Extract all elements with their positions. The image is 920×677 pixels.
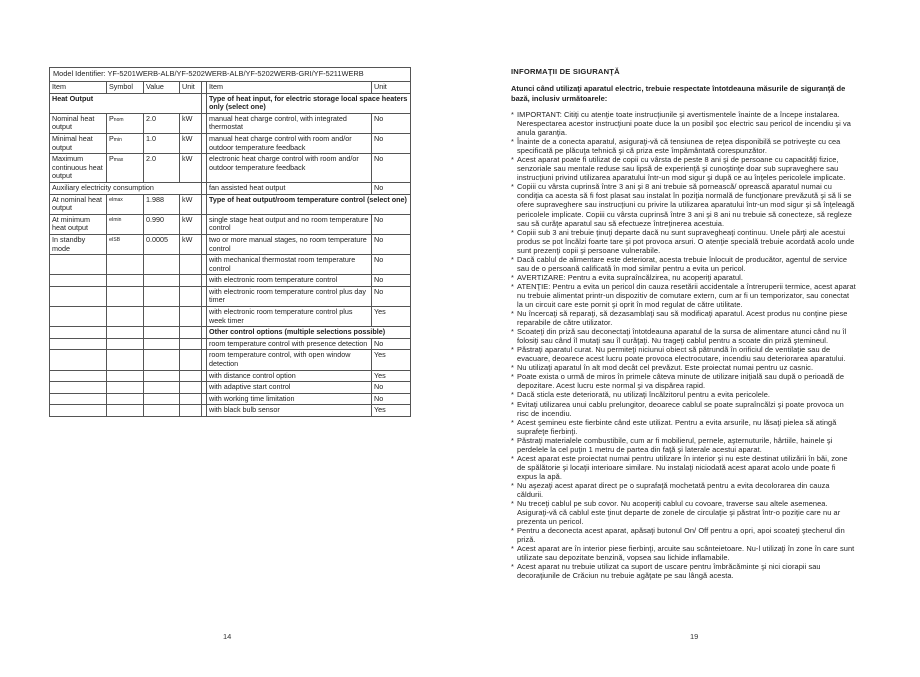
- row-item: Maximum continuous heat output: [50, 154, 107, 183]
- row-symbol: [107, 113, 144, 133]
- list-item: [511, 282, 857, 309]
- row-item-2: electronic heat charge control with room and/or outdoor temperature feedback: [207, 154, 372, 183]
- bullet-asterisk: *: [511, 372, 514, 382]
- symbol-subscript: min: [113, 216, 122, 223]
- list-item-text: Înainte de a conecta aparatul, asiguraţi-vă că tensiunea de reţea disponibilă se potriveşte cu cea specificată pe plăcuţa tehnică şi că priza este împământată corespunzător.: [517, 137, 841, 156]
- empty-cell: [180, 382, 202, 394]
- list-item-text: Păstraţi aparatul curat. Nu permiteţi niciunui obiect să pătrundă în orificiul de ventilaţie sau de evacuare, deoarece acest lucru poate provoca electrocutare, incendiu sau deteriorarea aparatului.: [517, 345, 846, 364]
- table-row: [50, 382, 411, 394]
- empty-cell: [144, 382, 180, 394]
- list-item: [511, 400, 857, 418]
- row-item-2: with electronic room temperature control: [207, 275, 372, 287]
- table-row: [50, 194, 411, 214]
- list-item: [511, 481, 857, 499]
- table-row: [50, 275, 411, 287]
- empty-cell: [180, 405, 202, 417]
- bullet-asterisk: *: [511, 399, 514, 409]
- list-item: [511, 273, 857, 282]
- empty-cell: [107, 382, 144, 394]
- col-header-item: Item: [50, 81, 107, 93]
- type-heat-output-heading: Type of heat output/room temperature control (select one): [207, 194, 411, 214]
- table-row: [50, 286, 411, 306]
- list-item: [511, 363, 857, 372]
- row-unit: kW: [180, 113, 202, 133]
- symbol-subscript: SB: [113, 236, 121, 243]
- row-unit-2: Yes: [372, 307, 411, 327]
- bullet-asterisk: *: [511, 345, 514, 355]
- empty-cell: [180, 370, 202, 382]
- list-item-text: AVERTIZARE: Pentru a evita supraîncălzirea, nu acoperiţi aparatul.: [517, 272, 744, 282]
- list-item-text: Scoateţi din priză sau deconectaţi întotdeauna aparatul de la sursa de alimentare atunci când nu îl folosiţi sau când îl mutaţi sau îl curăţaţi. Nu trageţi cablul pentru a scoate din priză ştemineul.: [517, 327, 847, 346]
- list-item: [511, 544, 857, 562]
- empty-cell: [180, 350, 202, 370]
- row-item-2: single stage heat output and no room temperature control: [207, 214, 372, 234]
- bullet-asterisk: *: [511, 155, 514, 165]
- row-symbol: [107, 133, 144, 153]
- bullet-asterisk: *: [511, 254, 514, 264]
- list-item-text: Evitaţi utilizarea unui cablu prelungitor, deoarece cablul se poate supraîncălzi şi poate provoca un risc de incendiu.: [517, 399, 844, 418]
- row-value: 2.0: [144, 154, 180, 183]
- row-unit-2: No: [372, 214, 411, 234]
- empty-cell: [50, 275, 107, 287]
- empty-cell: [144, 405, 180, 417]
- empty-cell: [50, 382, 107, 394]
- row-value: 1.988: [144, 194, 180, 214]
- other-control-options-heading: Other control options (multiple selections possible): [207, 327, 411, 339]
- row-unit: kW: [180, 194, 202, 214]
- list-item-text: Dacă sticla este deteriorată, nu utilizaţi încălzitorul pentru a evita pericolele.: [517, 390, 771, 400]
- bullet-asterisk: *: [511, 137, 514, 147]
- row-value: 0.990: [144, 214, 180, 234]
- row-item: Nominal heat output: [50, 113, 107, 133]
- empty-cell: [50, 370, 107, 382]
- fan-assisted-value: No: [372, 182, 411, 194]
- list-item-text: Poate exista o urmă de miros în primele câteva minute de utilizare iniţială sau după o perioadă de depozitare. Acest lucru este normal şi va dispărea rapid.: [517, 372, 845, 391]
- row-unit-2: No: [372, 234, 411, 254]
- bullet-asterisk: *: [511, 390, 514, 400]
- empty-cell: [144, 307, 180, 327]
- bullet-asterisk: *: [511, 363, 514, 373]
- empty-cell: [180, 393, 202, 405]
- table-row: [50, 370, 411, 382]
- table-row: [50, 113, 411, 133]
- row-item-2: room temperature control, with open window detection: [207, 350, 372, 370]
- row-value: 1.0: [144, 133, 180, 153]
- symbol-main: el: [109, 236, 114, 243]
- list-item-text: Nu încercaţi să reparaţi, să dezasamblaţi sau să modificaţi aparatul. Acest produs nu conţine piese reparabile de către utilizator.: [517, 309, 848, 328]
- bullet-asterisk: *: [511, 435, 514, 445]
- table-row: [50, 350, 411, 370]
- bullet-asterisk: *: [511, 309, 514, 319]
- list-item: [511, 372, 857, 390]
- list-item: [511, 345, 857, 363]
- row-item-2: manual heat charge control with room and/or outdoor temperature feedback: [207, 133, 372, 153]
- table-row: [50, 405, 411, 417]
- empty-cell: [107, 327, 144, 339]
- bullet-asterisk: *: [511, 327, 514, 337]
- row-unit: kW: [180, 214, 202, 234]
- row-item: At nominal heat output: [50, 194, 107, 214]
- bullet-asterisk: *: [511, 562, 514, 572]
- heat-output-label: Heat Output: [50, 93, 202, 113]
- row-unit-2: No: [372, 113, 411, 133]
- bullet-asterisk: *: [511, 544, 514, 554]
- list-item-text: Acest aparat nu trebuie utilizat ca suport de uscare pentru îmbrăcăminte şi nici ciorapii sau decoraţiunile de Crăciun nu trebuie agăţate pe sau lângă acesta.: [517, 562, 821, 581]
- row-item-2: with working time limitation: [207, 393, 372, 405]
- row-item: In standby mode: [50, 234, 107, 254]
- page-number-right: 19: [690, 632, 699, 641]
- list-item: [511, 309, 857, 327]
- row-item-2: with electronic room temperature control plus week timer: [207, 307, 372, 327]
- list-item-text: ATENŢIE: Pentru a evita un pericol din cauza resetării accidentale a întreruperii termice, acest aparat nu trebuie alimentat printr-un dispozitiv de comutare extern, cum ar fi un temporizator, sau conectat la un circuit care este pornit şi oprit în mod regulat de către utilitate.: [517, 281, 856, 309]
- row-value: 2.0: [144, 113, 180, 133]
- row-unit-2: Yes: [372, 350, 411, 370]
- symbol-main: P: [109, 154, 114, 164]
- empty-cell: [180, 327, 202, 339]
- row-item-2: room temperature control with presence detection: [207, 338, 372, 350]
- row-item-2: with adaptive start control: [207, 382, 372, 394]
- table-row: [50, 234, 411, 254]
- col-header-value: Value: [144, 81, 180, 93]
- empty-cell: [180, 338, 202, 350]
- empty-cell: [107, 370, 144, 382]
- list-item: [511, 327, 857, 345]
- table-row: [50, 214, 411, 234]
- row-unit-2: No: [372, 286, 411, 306]
- empty-cell: [144, 286, 180, 306]
- table-row: [50, 255, 411, 275]
- row-unit-2: No: [372, 133, 411, 153]
- table-row: [50, 133, 411, 153]
- empty-cell: [144, 370, 180, 382]
- row-item: Minimal heat output: [50, 133, 107, 153]
- empty-cell: [144, 350, 180, 370]
- list-item-text: Nu treceţi cablul pe sub covor. Nu acoperiţi cablul cu covoare, traverse sau altele asemenea. Asiguraţi-vă că cablul este ţinut departe de zonele de circulaţie şi păstrat într-o poziţie care nu ar prezenta un pericol.: [517, 499, 841, 527]
- col-header-unit-2: Unit: [372, 81, 411, 93]
- list-item: [511, 228, 857, 255]
- empty-cell: [180, 286, 202, 306]
- row-symbol: [107, 194, 144, 214]
- symbol-subscript: max: [113, 196, 123, 203]
- empty-cell: [50, 307, 107, 327]
- empty-cell: [107, 350, 144, 370]
- list-item: [511, 436, 857, 454]
- list-item-text: Acest aparat poate fi utilizat de copii cu vârsta de peste 8 ani şi de persoane cu capacităţi fizice, senzoriale sau mentale reduse sau lipsă de experienţă şi cunoştinţe doar sub supraveghere sau instrucţiuni privind utilizarea aparatului într-un mod sigur şi după ce au înţeles pericolele implicate.: [517, 155, 846, 183]
- empty-cell: [50, 405, 107, 417]
- row-unit-2: No: [372, 275, 411, 287]
- row-unit: kW: [180, 154, 202, 183]
- list-item: [511, 182, 857, 227]
- list-item: [511, 499, 857, 526]
- table-row: [50, 338, 411, 350]
- symbol-subscript: max: [113, 157, 124, 164]
- empty-cell: [50, 255, 107, 275]
- row-item-2: manual heat charge control, with integrated thermostat: [207, 113, 372, 133]
- row-item-2: with distance control option: [207, 370, 372, 382]
- row-symbol: [107, 214, 144, 234]
- aux-electricity-label: Auxiliary electricity consumption: [50, 182, 202, 194]
- table-row: [50, 307, 411, 327]
- list-item-text: Acest aparat are în interior piese fierbinţi, arcuite sau scânteietoare. Nu-l utilizaţi în zone în care sunt utilizate sau depozitate benzină, vopsea sau lichide inflamabile.: [517, 544, 855, 563]
- list-item: [511, 155, 857, 182]
- row-symbol: [107, 234, 144, 254]
- list-item-text: Dacă cablul de alimentare este deteriorat, acesta trebuie înlocuit de producător, agentul de service sau de o persoană calificată în mod similar pentru a evita un pericol.: [517, 254, 848, 273]
- row-item: At minimum heat output: [50, 214, 107, 234]
- list-item-text: Nu aşezaţi acest aparat direct pe o suprafaţă mochetată pentru a evita decolorarea din cauza căldurii.: [517, 480, 830, 499]
- row-unit-2: No: [372, 393, 411, 405]
- bullet-asterisk: *: [511, 480, 514, 490]
- empty-cell: [180, 307, 202, 327]
- list-item-text: IMPORTANT: Citiţi cu atenţie toate instrucţiunile şi avertismentele înainte de a începe instalarea. Nerespectarea acestor instrucţiuni poate duce la un posibil şoc electric sau pericol de incendiu şi va anula garanţia.: [517, 110, 851, 138]
- empty-cell: [144, 338, 180, 350]
- symbol-subscript: nom: [113, 116, 124, 123]
- empty-cell: [144, 393, 180, 405]
- row-value: 0.0005: [144, 234, 180, 254]
- bullet-asterisk: *: [511, 110, 514, 119]
- fan-assisted-label: fan assisted heat output: [207, 182, 372, 194]
- empty-cell: [107, 405, 144, 417]
- list-item-text: Nu utilizaţi aparatul în alt mod decât cel prevăzut. Este proiectat numai pentru uz casnic.: [517, 363, 814, 373]
- table-row: [50, 154, 411, 183]
- type-heat-input-heading: Type of heat input, for electric storage local space heaters only (select one): [207, 93, 411, 113]
- model-identifier: Model Identifier: YF-5201WERB-ALB/YF-5202WERB-ALB/YF-5202WERB-GRI/YF-5211WERB: [50, 68, 411, 82]
- row-item-2: with electronic room temperature control plus day timer: [207, 286, 372, 306]
- symbol-main: el: [109, 196, 114, 203]
- empty-cell: [50, 327, 107, 339]
- empty-cell: [50, 286, 107, 306]
- row-unit: kW: [180, 133, 202, 153]
- row-unit-2: No: [372, 338, 411, 350]
- row-item-2: with black bulb sensor: [207, 405, 372, 417]
- list-item-text: Pentru a deconecta acest aparat, apăsaţi butonul On/ Off pentru a opri, apoi scoateţi ştecherul din priză.: [517, 526, 845, 545]
- row-unit-2: Yes: [372, 370, 411, 382]
- list-item: [511, 526, 857, 544]
- list-item: [511, 418, 857, 436]
- list-item: [511, 110, 857, 137]
- symbol-main: P: [109, 133, 114, 143]
- bullet-asterisk: *: [511, 227, 514, 237]
- list-item: [511, 390, 857, 399]
- safety-intro: Atunci când utilizaţi aparatul electric, trebuie respectate întotdeauna măsurile de siguranţă de bază, inclusiv următoarele:: [511, 84, 846, 103]
- ecodesign-spec-table: [49, 67, 411, 417]
- row-unit-2: No: [372, 154, 411, 183]
- row-symbol: [107, 154, 144, 183]
- page-number-left: 14: [223, 632, 232, 641]
- row-unit-2: No: [372, 255, 411, 275]
- empty-cell: [107, 286, 144, 306]
- bullet-asterisk: *: [511, 417, 514, 427]
- empty-cell: [50, 393, 107, 405]
- empty-cell: [180, 255, 202, 275]
- empty-cell: [107, 275, 144, 287]
- safety-list: [511, 110, 857, 580]
- empty-cell: [144, 327, 180, 339]
- list-item-text: Acest şemineu este fierbinte când este utilizat. Pentru a evita arsurile, nu lăsaţi pielea să atingă suprafeţe fierbinţi.: [517, 417, 837, 436]
- list-item: [511, 137, 857, 155]
- empty-cell: [50, 350, 107, 370]
- table-row: [50, 393, 411, 405]
- col-header-symbol: Symbol: [107, 81, 144, 93]
- empty-cell: [107, 255, 144, 275]
- list-item: [511, 562, 857, 580]
- row-unit: kW: [180, 234, 202, 254]
- empty-cell: [144, 255, 180, 275]
- list-item-text: Copiii cu vârsta cuprinsă între 3 ani şi 8 ani trebuie să pornească/ oprească aparatul numai cu condiţia ca acesta să fi fost plasat sau instalat în poziţia normală de funcţionare prevăzută şi să li se ofere supraveghere sau instrucţiuni cu privire la utilizarea aparatului într-un mod sigur şi să înţeleagă pericolele implicate. Copiii cu vârsta cuprinsă între 3 ani şi 8 ani nu trebuie să conecteze, să regleze sau să curăţe aparatul sau să efectueze întreţinerea acestuia.: [517, 182, 855, 228]
- table-row: [50, 327, 411, 339]
- col-header-item-2: Item: [207, 81, 372, 93]
- bullet-asterisk: *: [511, 526, 514, 536]
- symbol-main: P: [109, 113, 114, 123]
- bullet-asterisk: *: [511, 453, 514, 463]
- list-item-text: Acest aparat este proiectat numai pentru utilizare în interior şi nu este destinat utilizării în băi, zone de spălătorie şi locaţii interioare similare. Nu instalaţi niciodată acest aparat acolo unde poate fi expus la apă.: [517, 453, 848, 481]
- empty-cell: [107, 393, 144, 405]
- safety-title: INFORMAŢII DE SIGURANŢĂ: [511, 67, 620, 76]
- empty-cell: [50, 338, 107, 350]
- bullet-asterisk: *: [511, 281, 514, 291]
- list-item-text: Păstraţi materialele combustibile, cum ar fi mobilierul, pernele, aşternuturile, hârtiile, hainele şi perdelele la cel puţin 1 metru de partea din faţă şi laterale acestui aparat.: [517, 435, 833, 454]
- symbol-main: el: [109, 216, 114, 223]
- symbol-subscript: min: [113, 136, 122, 143]
- empty-cell: [107, 307, 144, 327]
- empty-cell: [180, 275, 202, 287]
- empty-cell: [144, 275, 180, 287]
- bullet-asterisk: *: [511, 499, 514, 509]
- col-header-unit: Unit: [180, 81, 202, 93]
- row-unit-2: Yes: [372, 405, 411, 417]
- row-unit-2: No: [372, 382, 411, 394]
- bullet-asterisk: *: [511, 182, 514, 192]
- empty-cell: [107, 338, 144, 350]
- list-item: [511, 454, 857, 481]
- bullet-asterisk: *: [511, 272, 514, 282]
- row-item-2: two or more manual stages, no room temperature control: [207, 234, 372, 254]
- list-item-text: Copiii sub 3 ani trebuie ţinuţi departe dacă nu sunt supravegheaţi continuu. Unele părţi ale acestui produs se pot încălzi foarte tare şi pot provoca arsuri. O atenţie specială trebuie acordată acolo unde sunt prezenţi copii şi persoane vulnerabile.: [517, 227, 855, 255]
- row-item-2: with mechanical thermostat room temperature control: [207, 255, 372, 275]
- list-item: [511, 255, 857, 273]
